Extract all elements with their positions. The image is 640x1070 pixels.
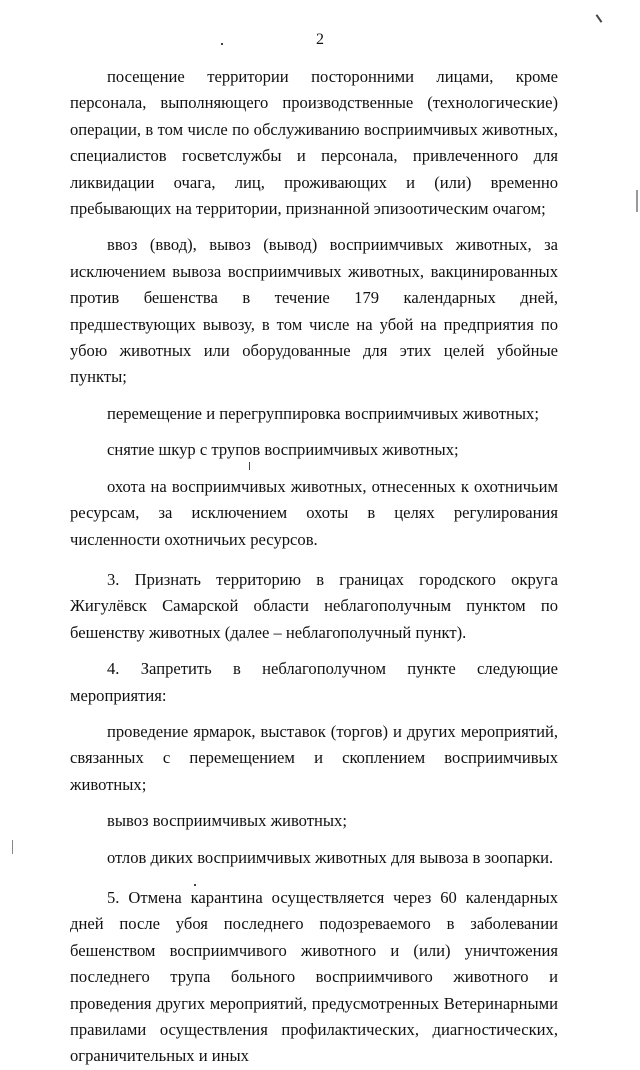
scan-edge-right [636, 190, 638, 212]
paragraph-visitors-ban: посещение территории посторонними лицами, кроме персонала, выполняющего производственные (технологические) операции, в том числе по обслуживанию восприимчивых животных, специалистов госветслужбы и персонала, привлеченного для ликвидации очага, лиц, проживающих и (или) временно пребывающих на территории, признанной эпизоотическим очагом; [70, 67, 558, 219]
paragraph-removal-ban: вывоз восприимчивых животных; [107, 811, 347, 831]
paragraph-fairs-ban: проведение ярмарок, выставок (торгов) и других мероприятий, связанных с перемещением и скоплением восприимчивых животных; [70, 721, 558, 794]
page-number: 2 [316, 31, 324, 48]
scan-mark-top-right [596, 14, 603, 23]
document-body [70, 64, 558, 1070]
paragraph-item-3: 3. Признать территорию в границах городского округа Жигулёвск Самарской области неблагополучным пунктом по бешенству животных (далее – неблагополучный пункт). [70, 569, 558, 642]
paragraph-regrouping-ban: перемещение и перегруппировка восприимчивых животных; [107, 403, 539, 423]
paragraph-import-export-ban: ввоз (ввод), вывоз (вывод) восприимчивых животных, за исключением вывоза восприимчивых животных, вакцинированных против бешенства в течение 179 календарных дней, предшествующих вывозу, в том числе на убой на предприятия по убою животных или оборудованные для этих целей убойные пункты; [70, 235, 558, 387]
scan-mark-left [12, 840, 13, 854]
scan-mark-middle [249, 462, 250, 470]
paragraph-item-4: 4. Запретить в неблагополучном пункте следующие мероприятия: [70, 659, 558, 705]
paragraph-capture-ban: отлов диких восприимчивых животных для вывоза в зоопарки. [107, 847, 554, 867]
scan-dot-top [221, 43, 223, 45]
scan-dot-bottom [194, 884, 196, 886]
paragraph-hunting-ban: охота на восприимчивых животных, отнесенных к охотничьим ресурсам, за исключением охоты в целях регулирования численности охотничьих ресурсов. [70, 476, 558, 549]
paragraph-skinning-ban: снятие шкур с трупов восприимчивых животных; [107, 440, 459, 460]
paragraph-item-5: 5. Отмена карантина осуществляется через 60 календарных дней после убоя последнего подозреваемого в заболевании бешенством восприимчивого животного и (или) уничтожения последнего трупа больного восприимчивого животного и проведения других мероприятий, предусмотренных Ветеринарными правилами осуществления профилактических, диагностических, ограничительных и иных [70, 887, 558, 1066]
